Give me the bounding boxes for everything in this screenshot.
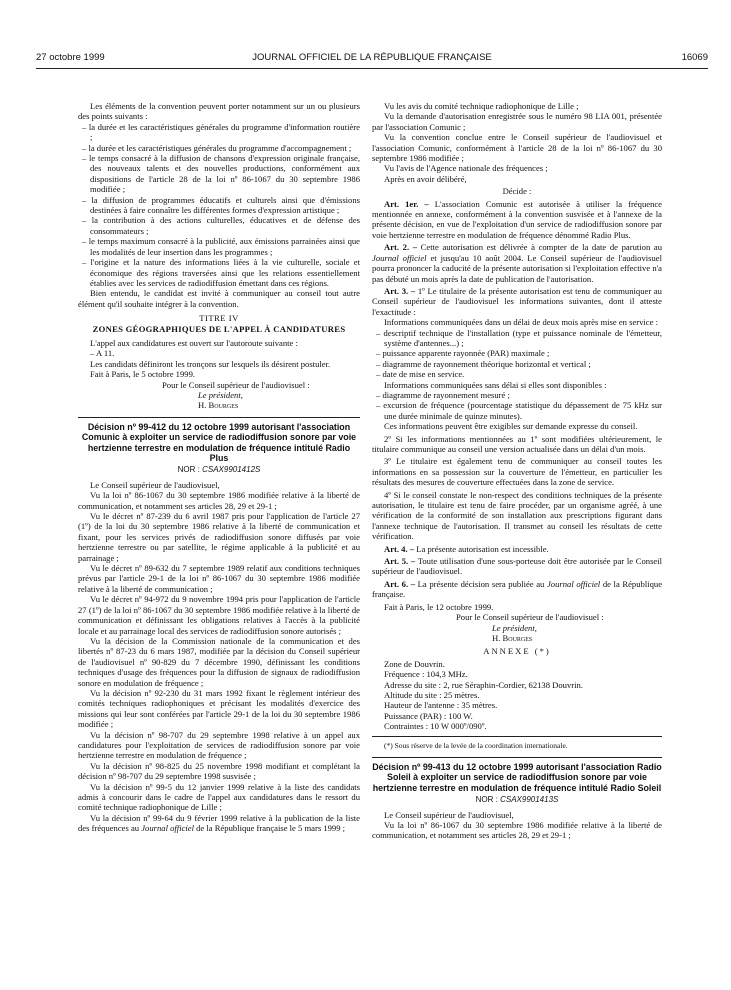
- info-paragraph: Informations communiquées dans un délai de deux mois après mise en service :: [384, 317, 658, 328]
- article-3: Art. 3. – 1º Le titulaire de la présente autorisation est tenu de communiquer au Conseil supérieur de l'audiovisuel les informations suivantes, dont il atteste l'exactitude :: [372, 285, 662, 317]
- journal-officiel-ref: Journal officiel: [141, 823, 194, 834]
- annexe-item: Contraintes : 10 W 000º/090º.: [384, 721, 487, 732]
- decision-paragraph: Vu la décision nº 98-707 du 29 septembre 1998 relative à un appel aux candidatures pour l'exploitation de services de radiodiffusion sonore par voie hertzienne terrestre en modulation de fréquence ;: [78, 729, 360, 761]
- section-divider: [78, 417, 360, 418]
- nor-code: CSAX9901413S: [500, 795, 559, 805]
- article-label: Art. 1er. –: [384, 198, 429, 209]
- annexe-footnote: (*) Sous réserve de la levée de la coordination internationale.: [384, 740, 568, 750]
- section-divider: [372, 757, 662, 758]
- nor-label: NOR :: [475, 795, 498, 805]
- info-item: – puissance apparente rayonnée (PAR) maximale ;: [376, 348, 550, 359]
- article-6: Art. 6. – La présente décision sera publiée au Journal officiel de la République française.: [372, 578, 663, 600]
- info-item: – excursion de fréquence (pourcentage statistique du dépassement de 75 kHz sur une durée minimale de quinze minutes).: [376, 400, 662, 421]
- page-header: [36, 52, 708, 66]
- point-4-paragraph: 4º Si le conseil constate le non-respect des conditions techniques de la présente autorisation, le titulaire est tenu de faire procéder, par un organisme agréé, à une vérification de la conformité de son installation aux prescriptions figurant dans l'annexe technique de l'autorisation. Il transmet au conseil les résultats de cette vérification.: [372, 489, 662, 542]
- signature-name: H. Bourges: [492, 632, 533, 643]
- convention-item: – la durée et les caractéristiques générales du programme d'information routière ;: [82, 121, 360, 143]
- convention-item: – l'origine et la nature des informations liées à la vie culturelle, sociale et économique des régions traversées ainsi que les relations essentiellement établies avec les services de radiodiffusion émettant dans ces régions.: [82, 257, 360, 288]
- nor-reference: [78, 465, 360, 475]
- decision-title: Décision nº 99-412 du 12 octobre 1999 autorisant l'association Comunic à exploiter un service de radiodiffusion sonore par voie hertzienne terrestre en modulation de fréquence intitulé Radio Plus: [81, 421, 357, 463]
- titre-heading: TITRE IV: [199, 313, 239, 324]
- signature-president: Le président,: [198, 389, 243, 400]
- info-item: – diagramme de rayonnement mesuré ;: [376, 389, 510, 400]
- decision-paragraph: Vu la décision nº 98-825 du 25 novembre 1998 modifiant et complétant la décision nº 98-707 du 29 septembre 1998 susvisée ;: [78, 760, 360, 782]
- convention-item: – la contribution à des actions culturelles, éducatives et de défense des consommateurs ;: [82, 215, 360, 236]
- express-paragraph: Ces informations peuvent être exigibles sur demande expresse du conseil.: [384, 421, 638, 432]
- decide-heading: Décide :: [502, 186, 532, 197]
- decision-paragraph: Vu le décret nº 94-972 du 9 novembre 1994 pris pour l'application de l'article 27 (1º) de la loi nº 86-1067 du 30 septembre 1986 modifiée relative à la liberté de communication et définissant les obligations relatives à l'accès à la publicité locale et au parrainage local des services de radiodiffusion sonore autorisés ;: [78, 594, 360, 636]
- info-paragraph: Informations communiquées sans délai si elles sont disponibles :: [384, 379, 607, 390]
- nor-label: NOR :: [177, 465, 200, 475]
- article-label: Art. 2. –: [384, 242, 418, 253]
- right-column: [372, 101, 662, 841]
- nor-reference: [372, 795, 662, 805]
- nor-code: CSAX9901412S: [202, 465, 261, 475]
- annexe-heading: ANNEXE (*): [483, 646, 551, 657]
- header-journal-title: JOURNAL OFFICIEL DE LA RÉPUBLIQUE FRANÇAISE: [252, 52, 492, 63]
- signature-pour: Pour le Conseil supérieur de l'audiovisuel :: [456, 612, 604, 623]
- journal-officiel-ref: Journal officiel: [546, 578, 601, 589]
- decision-paragraph: Vu la loi nº 86-1067 du 30 septembre 1986 modifiée relative à la liberté de communication, et notamment ses articles 28, 29 et 29-1 ;: [372, 820, 662, 841]
- left-column: [78, 101, 360, 834]
- zones-heading: ZONES GÉOGRAPHIQUES DE L'APPEL À CANDIDATURES: [92, 323, 346, 334]
- info-item: – diagramme de rayonnement théorique horizontal et vertical ;: [376, 358, 591, 369]
- decision-paragraph: Vu la décision nº 99-64 du 9 février 1999 relative à la publication de la liste des fréquences au Journal officiel de la République française le 5 mars 1999 ;: [78, 812, 360, 834]
- annexe-item: Adresse du site : 2, rue Séraphin-Cordier, 62138 Douvrin.: [384, 679, 583, 690]
- article-label: Art. 4. –: [384, 543, 415, 554]
- article-label: Art. 6. –: [384, 578, 416, 589]
- decision-title: Décision nº 99-413 du 12 octobre 1999 autorisant l'association Radio Soleil à exploiter un service de radiodiffusion sonore par voie hertzienne terrestre en modulation de fréquence intitulé Radio Soleil: [372, 761, 662, 793]
- convention-item: – la diffusion de programmes éducatifs et culturels ainsi que d'émissions destinées à faire connaître les différentes formes d'expression artistique ;: [82, 194, 360, 216]
- vu-paragraph: Vu la convention conclue entre le Conseil supérieur de l'audiovisuel et l'association Comunic, conformément à l'article 28 de la loi nº 86-1067 du 30 septembre 1986 modifiée ;: [372, 132, 662, 164]
- autoroute-item: – A 11.: [90, 348, 115, 359]
- info-item: – descriptif technique de l'installation (type et puissance nominale de l'émetteur, système d'antennes...) ;: [376, 327, 662, 348]
- signature-president: Le président,: [492, 622, 537, 633]
- article-4: Art. 4. – La présente autorisation est incessible.: [384, 543, 549, 554]
- annexe-item: Fréquence : 104,3 MHz.: [384, 669, 468, 680]
- header-page-number: 16069: [681, 52, 708, 63]
- vu-paragraph: Après en avoir délibéré,: [384, 173, 467, 184]
- fait-a-paris: Fait à Paris, le 12 octobre 1999.: [384, 601, 494, 612]
- convention-intro: Les éléments de la convention peuvent porter notamment sur un ou plusieurs des points suivants :: [78, 101, 360, 122]
- appel-paragraph: L'appel aux candidatures est ouvert sur l'autoroute suivante :: [90, 337, 298, 348]
- convention-item: – la durée et les caractéristiques générales du programme d'accompagnement ;: [82, 142, 352, 153]
- article-label: Art. 3. –: [384, 285, 416, 296]
- info-item: – date de mise en service.: [376, 369, 465, 380]
- article-1: Art. 1er. – L'association Comunic est autorisée à utiliser la fréquence mentionnée en annexe, conformément à la convention susvisée et à l'annexe de la présente décision, en vue de l'exploitation d'un service de radiodiffusion sonore par voie hertzienne terrestre en modulation de fréquence dénommé Radio Plus.: [372, 198, 662, 240]
- decision-paragraph: Vu la loi nº 86-1067 du 30 septembre 1986 modifiée relative à la liberté de communication, et notamment ses articles 28, 29 et 29-1 ;: [78, 490, 360, 511]
- article-5: Art. 5. – Toute utilisation d'une sous-porteuse doit être autorisée par le Conseil supérieur de l'audiovisuel.: [372, 556, 662, 577]
- header-date: 27 octobre 1999: [36, 52, 105, 63]
- decision-paragraph: Vu le décret nº 89-632 du 7 septembre 1989 relatif aux conditions techniques prévus par l'article 29-1 de la loi nº 86-1067 du 30 septembre 1986 modifiée relative à la liberté de communication ;: [78, 563, 360, 594]
- decision-paragraph: Vu la décision nº 92-230 du 31 mars 1992 fixant le règlement intérieur des comités techniques radiophoniques et précisant les modalités d'exercice des missions qui leur sont conférées par l'article 29-1 de la loi du 30 septembre 1986 modifiée ;: [78, 687, 360, 730]
- vu-paragraph: Vu l'avis de l'Agence nationale des fréquences ;: [384, 163, 548, 174]
- signature-name: H. Bourges: [198, 400, 239, 411]
- header-rule: [36, 68, 708, 69]
- point-2-paragraph: 2º Si les informations mentionnées au 1º sont modifiées ultérieurement, le titulaire communique au conseil une version actualisée dans un délai d'un mois.: [372, 433, 662, 454]
- convention-item: – le temps maximum consacré à la publicité, aux émissions parrainées ainsi que les modalités de leur insertion dans les programmes ;: [82, 236, 360, 257]
- decision-paragraph: Vu le décret nº 87-239 du 6 avril 1987 pris pour l'application de l'article 27 (1º) de la loi du 30 septembre 1986 relative à la liberté de communication et fixant, pour les services privés de radiodiffusion sonore diffusés par voie hertzienne terrestre ou par satellite, le régime applicable à la publicité et au parrainage ;: [78, 511, 360, 563]
- annexe-item: Puissance (PAR) : 100 W.: [384, 710, 473, 721]
- annexe-item: Altitude du site : 25 mètres.: [384, 689, 480, 700]
- annexe-item: Hauteur de l'antenne : 35 mètres.: [384, 700, 498, 711]
- journal-officiel-ref: Journal officiel: [372, 252, 427, 263]
- signature-pour: Pour le Conseil supérieur de l'audiovisuel :: [162, 379, 310, 390]
- decision-paragraph: Le Conseil supérieur de l'audiovisuel,: [384, 809, 514, 820]
- decision-paragraph: Vu la décision de la Commission nationale de la communication et des libertés nº 87-23 du 6 mars 1987, modifiée par la décision du Conseil supérieur de l'audiovisuel nº 90-829 du 7 décembre 1990, définissant les conditions techniques d'usage des fréquences pour la diffusion de signaux de radiodiffusion sonore en modulation de fréquence ;: [78, 635, 360, 688]
- decision-paragraph: Le Conseil supérieur de l'audiovisuel,: [90, 479, 220, 490]
- vu-paragraph: Vu les avis du comité technique radiophonique de Lille ;: [384, 101, 579, 111]
- decision-paragraph: Vu la décision nº 99-5 du 12 janvier 1999 relative à la liste des candidats admis à concourir dans le cadre de l'appel aux candidatures dans le ressort du comité technique radiophonique de Lille ;: [78, 781, 360, 813]
- point-3-paragraph: 3º Le titulaire est également tenu de communiquer au conseil toutes les informations en sa possession sur la couverture de l'émetteur, en particulier les résultats des mesures de couverture effectuées dans la zone de service.: [372, 456, 662, 488]
- convention-item: – le temps consacré à la diffusion de chansons d'expression originale française, des nouveaux talents et des nouvelles productions, conformément aux dispositions de l'article 28 de la loi nº 86-1067 du 30 septembre 1986 modifiée ;: [82, 153, 360, 195]
- vu-paragraph: Vu la demande d'autorisation enregistrée sous le numéro 98 LIA 001, présentée par l'association Comunic ;: [372, 111, 662, 132]
- article-label: Art. 5. –: [384, 556, 416, 567]
- article-2: Art. 2. – Cette autorisation est délivrée à compter de la date de parution au Journal officiel et jusqu'au 10 août 2004. Le Conseil supérieur de l'audiovisuel pourra prononcer la caducité de la présente autorisation si l'exploitation effective n'a pas débuté un mois après la date de publication de l'autorisation.: [372, 242, 663, 284]
- candidats-paragraph: Les candidats définiront les tronçons sur lesquels ils désirent postuler.: [90, 358, 331, 369]
- note-divider: [372, 736, 662, 737]
- fait-a-paris: Fait à Paris, le 5 octobre 1999.: [90, 369, 196, 380]
- bien-entendu-paragraph: Bien entendu, le candidat est invité à communiquer au conseil tout autre élément qu'il souhaite intégrer à la convention.: [78, 288, 360, 309]
- annexe-item: Zone de Douvrin.: [384, 658, 445, 669]
